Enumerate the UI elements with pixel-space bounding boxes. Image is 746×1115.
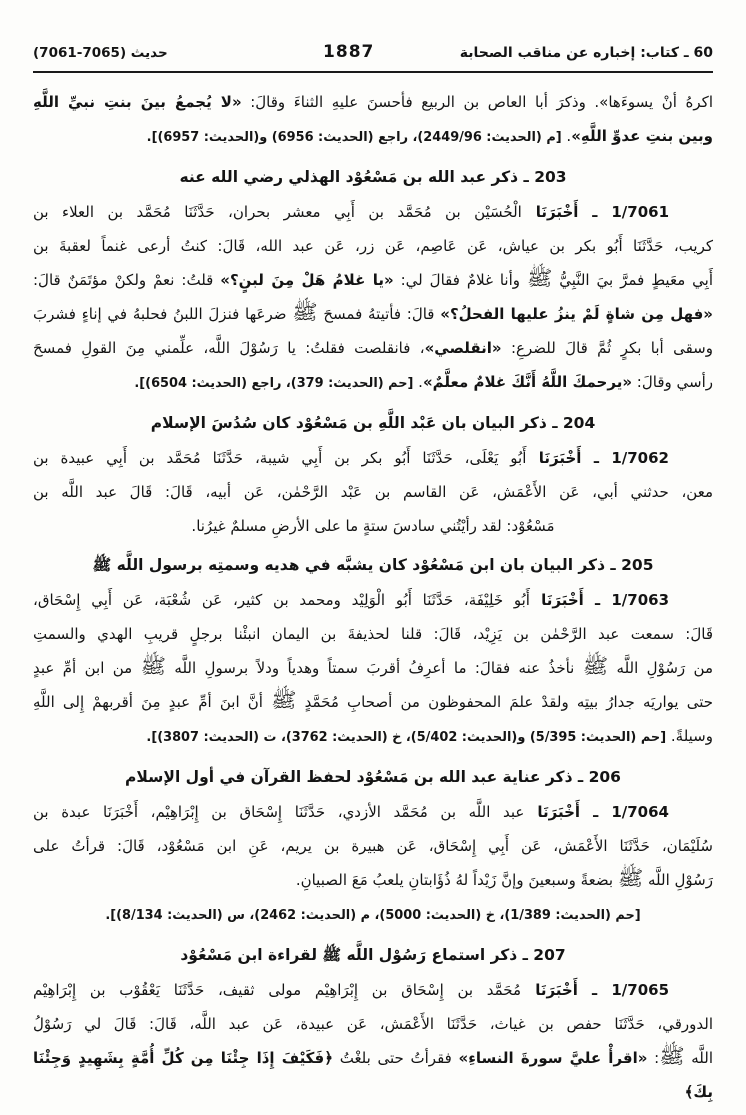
text-segment: فقرأتُ حتى بلغْتُ bbox=[333, 1049, 459, 1067]
text-segment: قالَ: فأتيتهُ فمسحَ bbox=[317, 305, 441, 323]
pbuh-ligature: ﷺ bbox=[140, 654, 166, 678]
text-line bbox=[33, 195, 713, 229]
section bbox=[33, 161, 713, 401]
text-line bbox=[33, 441, 713, 475]
text-segment: «فهل مِن شاةٍ لَمْ ينزُ عليها الفحلُ؟» bbox=[440, 305, 713, 323]
text-segment: الْحُسَيْن بن مُحَمَّد بن أَبِي معشر بحران، حَدَّثَنَا مُحَمَّد بن العلاء بن bbox=[33, 203, 522, 221]
section-heading: 206 ـ ذكر عناية عبد الله بن مَسْعُوْد لحفظ القرآن في أول الإسلام bbox=[125, 768, 621, 786]
text-segment: مُحَمَّد بن إِسْحَاق بن إِبْرَاهِيْم مولى ثقيف، حَدَّثَنَا يَعْقُوْب بن إِبْرَاهِيْم bbox=[33, 981, 522, 999]
text-line bbox=[33, 973, 713, 1007]
pbuh-ligature: ﷺ bbox=[271, 688, 297, 712]
text-segment: وسقى أبا بكرٍ ثُمَّ قالَ للضرعِ: bbox=[501, 339, 713, 357]
text-segment: أَبُو يَعْلَى، حَدَّثَنَا أَبُو بكر بن أَبِي شيبة، حَدَّثَنَا مُحَمَّد بن أَبِي عبيدة بن bbox=[33, 449, 527, 467]
reference-citation: [حم (الحديث: 1/389)، خ (الحديث: 5000)، م (الحديث: 2462)، س (الحديث: 8/134)]. bbox=[105, 908, 641, 923]
text-line bbox=[33, 1041, 713, 1109]
text-line bbox=[33, 1007, 713, 1041]
pbuh-ligature: ﷺ bbox=[659, 1044, 685, 1068]
text-line bbox=[33, 509, 713, 543]
text-segment: الدورقي، حَدَّثَنَا حفص بن غياث، حَدَّثَنَا الأَعْمَش، عَن عبيدة، عَن عبد اللَّه، قَالَ: قَالَ لي رَسُوْلُ bbox=[33, 1015, 713, 1033]
text-segment: وأنا غلامٌ فقالَ لي: bbox=[393, 271, 527, 289]
text-segment: نأخذُ عنه فقالَ: ما أعرِفُ أقربَ سمتاً وهدياً ودلاً برسولِ اللَّه bbox=[166, 659, 583, 677]
text-line bbox=[33, 583, 713, 617]
text-line bbox=[33, 651, 713, 685]
text-segment: من ابن أمِّ عبدٍ bbox=[33, 659, 141, 677]
text-segment: وبين بنتِ عدوِّ اللَّهِ» bbox=[571, 127, 713, 145]
page-number: 1887 bbox=[323, 42, 375, 62]
text-segment: اكرهُ أنْ يسوءَها». وذكرَ أبا العاص بن الربيع فأحسنَ عليهِ الثناءَ وقالَ: bbox=[241, 93, 713, 111]
intro-paragraph bbox=[33, 85, 713, 155]
text-segment: مَسْعُوْد: لقد رأيْتُني سادسَ ستةٍ ما على الأرضِ مسلمٌ غيرُنا. bbox=[191, 517, 555, 535]
text-segment: أنَّ ابنَ أمِّ عبدٍ مِنَ أقربهمْ إِلى اللَّهِ bbox=[33, 693, 272, 711]
text-line bbox=[33, 331, 713, 365]
text-segment: قلتُ: نعمْ ولكنْ مؤتَمَنٌ قالَ: bbox=[33, 271, 221, 289]
page-content bbox=[33, 73, 713, 1109]
text-line bbox=[33, 297, 713, 331]
text-segment: قَالَ: سمعت عبد الرَّحْمٰن بن يَزِيْد، قَالَ: قلنا لحذيفةَ بن اليمان انبئْنا برجلٍ قريبِ الهدي والسمتِ bbox=[33, 625, 713, 643]
text-line bbox=[33, 863, 713, 897]
text-segment: 1/7065 ـ أَخْبَرَنَا bbox=[521, 981, 670, 999]
text-segment: «اقرأْ عليَّ سورةَ النساءِ» bbox=[458, 1049, 648, 1067]
text-segment: 1/7064 ـ أَخْبَرَنَا bbox=[524, 803, 669, 821]
text-line bbox=[33, 85, 713, 119]
text-line bbox=[33, 617, 713, 651]
text-segment: رأسي وقالَ: bbox=[632, 373, 713, 391]
reference-citation: [حم (الحديث: 379)، راجع (الحديث: 6504)]. bbox=[134, 376, 414, 391]
pbuh-ligature: ﷺ bbox=[617, 866, 644, 890]
text-segment: . bbox=[413, 373, 423, 391]
text-segment: «يا غلامُ هَلْ مِنَ لبنٍ؟» bbox=[220, 271, 394, 289]
text-segment: ، فانقلصت فقلتُ: يا رَسُوْلَ اللَّه، علِّمني مِنَ القولِ فمسحَ bbox=[33, 339, 425, 357]
section-heading: 203 ـ ذكر عبد الله بن مَسْعُوْد الهذلي رضي الله عنه bbox=[179, 168, 567, 186]
text-segment: وسيلةً. bbox=[666, 727, 713, 745]
book-title: 60 ـ كتاب: إخباره عن مناقب الصحابة bbox=[459, 45, 713, 61]
reference-citation: [م (الحديث: 2449/96)، راجع (الحديث: 6956) و(الحديث: 6957)]. bbox=[146, 130, 562, 145]
text-line bbox=[33, 263, 713, 297]
text-line bbox=[33, 475, 713, 509]
section-heading: 205 ـ ذكر البيان بان ابن مَسْعُوْد كان يشبَّه في هديه وسمتِه برسول اللَّه ﷺ bbox=[92, 556, 654, 574]
text-segment: رَسُوْلِ اللَّه bbox=[643, 871, 713, 889]
text-segment: حتى يواريَه جدارُ بيتِه ولقدْ علمَ المحفوظون من أصحابِ مُحَمَّدٍ bbox=[296, 693, 713, 711]
text-line bbox=[33, 795, 713, 829]
section-heading: 204 ـ ذكر البيان بان عَبْد اللَّهِ بن مَسْعُوْد كان سُدُسَ الإسلام bbox=[150, 414, 596, 432]
text-line bbox=[33, 719, 713, 755]
text-line bbox=[33, 897, 713, 933]
text-line bbox=[33, 229, 713, 263]
pbuh-ligature: ﷺ bbox=[582, 654, 609, 678]
reference-citation: [حم (الحديث: 5/395) و(الحديث: 5/402)، خ (الحديث: 3762)، ت (الحديث: 3807)]. bbox=[146, 730, 667, 745]
section bbox=[33, 939, 713, 1109]
text-segment: «لا يُجمعُ بينَ بنتِ نبيِّ اللَّهِ bbox=[33, 93, 242, 111]
text-segment: ضرعَها فنزلَ اللبنُ فحلبهُ في إناءٍ فشربَ bbox=[33, 305, 293, 323]
text-line bbox=[33, 685, 713, 719]
text-segment: عبد اللَّه بن مُحَمَّد الأزدي، حَدَّثَنَا إِسْحَاق بن إِبْرَاهِيْم، أَخْبَرَنَا عبدة بن bbox=[33, 803, 525, 821]
text-segment: «يرحمكَ اللَّهُ أَنَّكَ غلامٌ معلَّمٌ» bbox=[422, 373, 633, 391]
text-segment: من رَسُوْلِ اللَّه bbox=[608, 659, 713, 677]
text-segment: . bbox=[561, 127, 572, 145]
text-segment: 1/7061 ـ أَخْبَرَنَا bbox=[521, 203, 670, 221]
section bbox=[33, 761, 713, 933]
text-segment: اللَّه bbox=[684, 1049, 713, 1067]
text-segment: «انقلصي» bbox=[424, 339, 502, 357]
text-segment: كريب، حَدَّثَنَا أَبُو بكر بن عياش، عَن عَاصِم، عَن زر، عَن عبد الله، قَالَ: كنتُ أرعى غنماً لعقبةَ بن bbox=[33, 237, 713, 255]
book-page bbox=[33, 0, 713, 1109]
text-segment: 1/7062 ـ أَخْبَرَنَا bbox=[526, 449, 669, 467]
running-header bbox=[33, 42, 713, 62]
text-line bbox=[33, 829, 713, 863]
text-segment: بضعةً وسبعينَ وإنَّ زَيْداً لهُ ذُؤَابتانِ يلعبُ مَعَ الصبيانِ. bbox=[295, 871, 618, 889]
text-segment: 1/7063 ـ أَخْبَرَنَا bbox=[529, 591, 670, 609]
hadith-range: حديث (7065-7061) bbox=[33, 45, 168, 61]
section bbox=[33, 407, 713, 543]
text-segment: سُلَيْمَان، حَدَّثَنَا الأَعْمَش، عَن أَبِي إِسْحَاق، عَن هبيرة بن يريم، عَنِ ابن مَسْعُوْد، قَالَ: قرأتُ على bbox=[33, 837, 713, 855]
text-line bbox=[33, 365, 713, 401]
pbuh-ligature: ﷺ bbox=[526, 266, 553, 290]
text-segment: أَبِي معَيطٍ فمرَّ بيَ النَّبِيُّ bbox=[552, 271, 714, 289]
pbuh-ligature: ﷺ bbox=[292, 300, 318, 324]
section-heading: 207 ـ ذكر استماع رَسُوْل اللَّه ﷺ لقراءة ابن مَسْعُوْد bbox=[180, 946, 566, 964]
text-segment: أَبُو خَلِيْفَة، حَدَّثَنَا أَبُو الْوَلِيْد ومحمد بن كثير، عَن شُعْبَة، عَن أَبِي إِسْحَاق، bbox=[33, 591, 530, 609]
quran-verse: ﴿فَكَيْفَ إِذَا جِئْنَا مِن كُلِّ أُمَّةٍ بِشَهِيدٍ وَجِئْنَا بِكَ﴾ bbox=[33, 1049, 713, 1101]
text-segment: : bbox=[647, 1049, 660, 1067]
text-line bbox=[33, 119, 713, 155]
text-segment: معن، حدثني أبي، عَن الأَعْمَش، عَن القاسم بن عَبْد الرَّحْمٰن، عَن أبيه، قَالَ: قَالَ عبد اللَّه بن bbox=[33, 483, 713, 501]
section bbox=[33, 549, 713, 755]
